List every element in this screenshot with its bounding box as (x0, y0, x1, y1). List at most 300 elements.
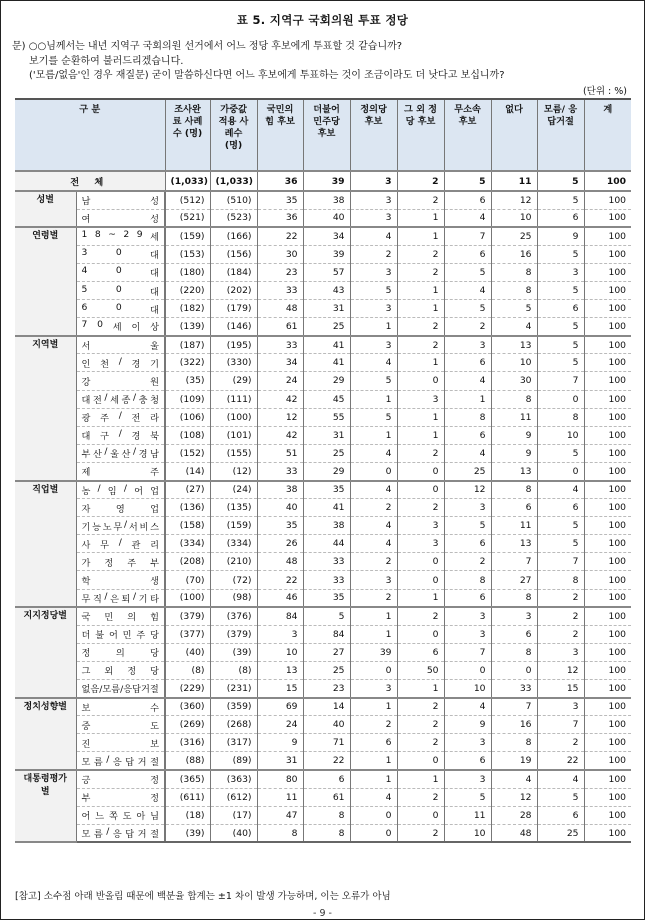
cell: 1 (350, 770, 397, 788)
row-label-text: 그 외 정 당 (81, 666, 160, 678)
table-row (15, 245, 631, 263)
cell: 35 (257, 517, 303, 535)
cell: 100 (584, 336, 631, 354)
cell: 42 (257, 390, 303, 408)
row-label-text: 광 주 / 전 라 (81, 410, 159, 425)
cell: 5 (537, 191, 584, 209)
cell: 10 (491, 354, 537, 372)
cell: (334) (210, 535, 257, 553)
cell: 25 (537, 824, 584, 842)
cell: (8) (165, 661, 210, 679)
header-dont-know: 모름/ 응답거절 (537, 99, 584, 171)
cell: 7 (444, 227, 491, 245)
cell: 41 (303, 499, 350, 517)
cell: (1,033) (210, 171, 257, 191)
row-label (76, 625, 165, 643)
cell: 100 (584, 661, 631, 679)
cell: 6 (444, 752, 491, 770)
cell: 3 (257, 625, 303, 643)
cell: 10 (537, 426, 584, 444)
cell: 16 (491, 716, 537, 734)
cell: (39) (210, 643, 257, 661)
cell: 26 (257, 535, 303, 553)
group-label: 지지정당별 (15, 607, 76, 697)
cell: 55 (303, 408, 350, 426)
table-row (15, 499, 631, 517)
cell: (40) (165, 643, 210, 661)
cell: 3 (350, 191, 397, 209)
cell: 34 (257, 354, 303, 372)
cell: 27 (303, 643, 350, 661)
row-label (76, 462, 165, 480)
row-label (76, 517, 165, 535)
cell: 61 (303, 788, 350, 806)
row-label (76, 245, 165, 263)
cell: 6 (444, 535, 491, 553)
table-row (15, 770, 631, 788)
cell: 61 (257, 318, 303, 336)
row-label-text: 7 0 세 이 상 (81, 319, 160, 334)
row-label (76, 263, 165, 281)
cell: 8 (491, 734, 537, 752)
cell: (100) (210, 408, 257, 426)
cell: (40) (210, 824, 257, 842)
row-label (76, 806, 165, 824)
cell: 8 (491, 481, 537, 499)
cell: (210) (210, 553, 257, 571)
cell: 40 (303, 209, 350, 227)
cell: 13 (491, 535, 537, 553)
cell: 1 (397, 209, 444, 227)
cell: (363) (210, 770, 257, 788)
cell: (187) (165, 336, 210, 354)
cell: (35) (165, 372, 210, 390)
cell: 3 (491, 607, 537, 625)
row-label-text: 긍 정 (81, 775, 160, 787)
cell: 36 (257, 209, 303, 227)
row-label-text: 남 성 (81, 196, 160, 208)
cell: 4 (444, 209, 491, 227)
cell: 6 (350, 734, 397, 752)
row-label-text: 부 산 / 울 산 / 경 남 (81, 446, 159, 461)
cell: (24) (210, 481, 257, 499)
table-row (15, 209, 631, 227)
cell: (379) (165, 607, 210, 625)
cell: 12 (257, 408, 303, 426)
cell: 3 (444, 336, 491, 354)
cell: 46 (257, 589, 303, 607)
cell: 23 (303, 680, 350, 698)
cell: 33 (257, 281, 303, 299)
cell: 7 (537, 372, 584, 390)
table-row (15, 462, 631, 480)
cell: 0 (350, 462, 397, 480)
cell: (89) (210, 752, 257, 770)
row-label (76, 824, 165, 842)
row-label-text: 4 0 대 (81, 265, 160, 280)
cell: (376) (210, 607, 257, 625)
cell: 24 (257, 372, 303, 390)
cell: 5 (537, 517, 584, 535)
table-row (15, 553, 631, 571)
cell: 4 (350, 788, 397, 806)
row-label-text: 자 영 업 (81, 503, 160, 515)
cell: 100 (584, 589, 631, 607)
cell: 1 (350, 625, 397, 643)
group-label: 연령별 (15, 227, 76, 336)
row-label (76, 426, 165, 444)
row-label-text: 무 직 / 은 퇴 / 기 타 (81, 590, 159, 605)
cell: (98) (210, 589, 257, 607)
cell: 10 (491, 209, 537, 227)
cell: 29 (303, 462, 350, 480)
cell: 100 (584, 372, 631, 390)
row-label (76, 209, 165, 227)
cell: 2 (537, 589, 584, 607)
cell: 2 (350, 716, 397, 734)
header-category: 구 분 (15, 99, 165, 171)
cell: (139) (165, 318, 210, 336)
cell: 100 (584, 535, 631, 553)
cell: 8 (491, 643, 537, 661)
table-row (15, 300, 631, 318)
cell: 0 (491, 661, 537, 679)
cell: (180) (165, 263, 210, 281)
total-label: 전 체 (15, 171, 165, 191)
cell: 3 (350, 571, 397, 589)
cell: 13 (257, 661, 303, 679)
cell: (268) (210, 716, 257, 734)
cell: (70) (165, 571, 210, 589)
cell: 3 (350, 171, 397, 191)
header-ppp: 국민의힘 후보 (257, 99, 303, 171)
cell: 6 (397, 643, 444, 661)
row-label (76, 553, 165, 571)
cell: (377) (165, 625, 210, 643)
table-row (15, 354, 631, 372)
table-row (15, 716, 631, 734)
cell: 6 (444, 589, 491, 607)
cell: 100 (584, 770, 631, 788)
cell: (334) (165, 535, 210, 553)
cell: 30 (491, 372, 537, 390)
cell: 3 (444, 625, 491, 643)
cell: (8) (210, 661, 257, 679)
cell: 2 (397, 788, 444, 806)
cell: 8 (444, 408, 491, 426)
cell: 9 (491, 426, 537, 444)
cell: 8 (537, 571, 584, 589)
cell: (166) (210, 227, 257, 245)
cell: (365) (165, 770, 210, 788)
cell: 7 (444, 643, 491, 661)
cell: 100 (584, 354, 631, 372)
cell: 12 (444, 481, 491, 499)
cell: 100 (584, 426, 631, 444)
row-label-text: 서 울 (81, 341, 160, 353)
table-row (15, 372, 631, 390)
cell: 4 (444, 281, 491, 299)
table-row (15, 680, 631, 698)
cell: 38 (303, 517, 350, 535)
cell: 7 (537, 716, 584, 734)
cell: (27) (165, 481, 210, 499)
row-label (76, 770, 165, 788)
cell: 13 (491, 462, 537, 480)
cell: 35 (257, 191, 303, 209)
cell: 5 (350, 281, 397, 299)
cell: 8 (491, 390, 537, 408)
group-label: 지역별 (15, 336, 76, 481)
cell: 41 (303, 354, 350, 372)
cell: 7 (491, 553, 537, 571)
cell: (100) (165, 589, 210, 607)
cell: 4 (444, 372, 491, 390)
cell: 43 (303, 281, 350, 299)
cell: 1 (397, 227, 444, 245)
cell: 4 (537, 770, 584, 788)
header-none: 없다 (491, 99, 537, 171)
cell: 6 (537, 499, 584, 517)
cell: 8 (491, 281, 537, 299)
cell: 3 (350, 209, 397, 227)
cell: (359) (210, 698, 257, 716)
cell: 100 (584, 245, 631, 263)
cell: 48 (257, 300, 303, 318)
cell: 50 (397, 661, 444, 679)
cell: 10 (257, 643, 303, 661)
cell: 2 (397, 824, 444, 842)
cell: 51 (257, 444, 303, 462)
cell: 4 (444, 698, 491, 716)
cell: 29 (303, 372, 350, 390)
row-label (76, 336, 165, 354)
cell: 5 (350, 408, 397, 426)
cell: 4 (350, 517, 397, 535)
cell: 9 (257, 734, 303, 752)
cell: (136) (165, 499, 210, 517)
row-label (76, 734, 165, 752)
cell: 44 (303, 535, 350, 553)
cell: 2 (397, 444, 444, 462)
table-row (15, 408, 631, 426)
cell: 100 (584, 680, 631, 698)
cell: (135) (210, 499, 257, 517)
row-label (76, 643, 165, 661)
cell: 2 (350, 245, 397, 263)
cell: 5 (537, 281, 584, 299)
cell: 25 (303, 318, 350, 336)
cell: 2 (397, 716, 444, 734)
cell: 1 (397, 354, 444, 372)
cell: 11 (491, 408, 537, 426)
table-row (15, 426, 631, 444)
cell: 100 (584, 191, 631, 209)
cell: 34 (303, 227, 350, 245)
cell: 1 (397, 300, 444, 318)
row-label (76, 661, 165, 679)
cell: 33 (491, 680, 537, 698)
row-label (76, 300, 165, 318)
table-row (15, 318, 631, 336)
table-row (15, 336, 631, 354)
row-label (76, 698, 165, 716)
cell: 22 (303, 752, 350, 770)
cell: 33 (303, 571, 350, 589)
table-row (15, 444, 631, 462)
cell: (146) (210, 318, 257, 336)
cell: 16 (491, 245, 537, 263)
cell: 8 (303, 806, 350, 824)
cell: 1 (397, 680, 444, 698)
cell: 100 (584, 824, 631, 842)
question-line-1: 문) ○○님께서는 내년 지역구 국회의원 선거에서 어느 정당 후보에게 투표할 것 같습니까? (12, 41, 403, 52)
cell: (523) (210, 209, 257, 227)
header-completed-cases: 조사완료 사례수 (명) (165, 99, 210, 171)
cell: 5 (491, 300, 537, 318)
cell: 3 (537, 263, 584, 281)
cell: (156) (210, 245, 257, 263)
cell: 8 (537, 408, 584, 426)
cell: (109) (165, 390, 210, 408)
cell: 100 (584, 517, 631, 535)
cell: (316) (165, 734, 210, 752)
row-label: 없음/모름/응답거절 (76, 680, 165, 698)
row-label-text: 1 8 ~ 2 9 세 (81, 229, 159, 244)
row-label-text: 기 능 노 무 / 서 비 스 (81, 518, 159, 533)
footnote: [참고] 소수점 아래 반올림 때문에 백분율 합계는 ±1 차이 발생 가능하며, 이는 오류가 아님 (15, 891, 391, 902)
cell: (179) (210, 300, 257, 318)
row-label (76, 191, 165, 209)
cell: 2 (397, 336, 444, 354)
header-total: 계 (584, 99, 631, 171)
cell: 1 (350, 752, 397, 770)
cell: 100 (584, 209, 631, 227)
cell: (158) (165, 517, 210, 535)
cell: 10 (444, 680, 491, 698)
cell: 100 (584, 607, 631, 625)
cell: (72) (210, 571, 257, 589)
cell: 100 (584, 734, 631, 752)
cell: 1 (350, 698, 397, 716)
question-line-3: ('모름/없음'인 경우 재질문) 굳이 말씀하신다면 어느 후보에게 투표하는 것이 조금이라도 더 낫다고 보십니까? (29, 70, 505, 81)
cell: (152) (165, 444, 210, 462)
cell: 6 (444, 426, 491, 444)
cell: 4 (491, 318, 537, 336)
table-row (15, 390, 631, 408)
cell: 3 (397, 517, 444, 535)
cell: 33 (257, 336, 303, 354)
cell: 6 (537, 806, 584, 824)
cell: 9 (444, 716, 491, 734)
cell: 0 (397, 571, 444, 589)
table-row (15, 263, 631, 281)
cell: 100 (584, 171, 631, 191)
header-other-party: 그 외 정당 후보 (397, 99, 444, 171)
cell: 100 (584, 300, 631, 318)
cell: 100 (584, 643, 631, 661)
header-justice: 정의당 후보 (350, 99, 397, 171)
cell: (14) (165, 462, 210, 480)
table-row (15, 661, 631, 679)
cell: 5 (444, 300, 491, 318)
cell: 39 (350, 643, 397, 661)
cell: 13 (491, 336, 537, 354)
cell: 12 (491, 788, 537, 806)
cell: (612) (210, 788, 257, 806)
cell: 1 (397, 589, 444, 607)
cell: 47 (257, 806, 303, 824)
cell: 100 (584, 227, 631, 245)
cell: 100 (584, 481, 631, 499)
cell: 84 (303, 625, 350, 643)
cell: 80 (257, 770, 303, 788)
survey-question (12, 40, 505, 84)
cell: 8 (491, 263, 537, 281)
cell: 8 (491, 589, 537, 607)
row-label-text: 6 0 대 (81, 301, 160, 316)
cell: 3 (444, 734, 491, 752)
cell: 100 (584, 408, 631, 426)
cell: 57 (303, 263, 350, 281)
cell: 2 (397, 607, 444, 625)
cell: (208) (165, 553, 210, 571)
cell: 2 (350, 589, 397, 607)
cell: 1 (350, 390, 397, 408)
cell: 100 (584, 318, 631, 336)
cell: 100 (584, 263, 631, 281)
table-row (15, 191, 631, 209)
cell: 100 (584, 444, 631, 462)
row-label-text: 사 무 / 관 리 (81, 536, 159, 551)
cell: (39) (165, 824, 210, 842)
cell: 100 (584, 462, 631, 480)
cell: 2 (397, 318, 444, 336)
row-label (76, 607, 165, 625)
table-row (15, 788, 631, 806)
cell: 1 (397, 281, 444, 299)
table-row (15, 589, 631, 607)
row-label (76, 227, 165, 245)
cell: 2 (397, 734, 444, 752)
row-label-text: 제 주 (81, 467, 160, 479)
cell: 5 (537, 245, 584, 263)
cell: (12) (210, 462, 257, 480)
row-label (76, 354, 165, 372)
row-label-text: 농 / 임 / 어 업 (81, 482, 159, 497)
row-label (76, 499, 165, 517)
cell: 22 (537, 752, 584, 770)
cell: 3 (397, 535, 444, 553)
row-label-text: 대 구 / 경 북 (81, 428, 159, 443)
cell: 41 (303, 336, 350, 354)
cell: 7 (537, 553, 584, 571)
cell: 100 (584, 390, 631, 408)
cell: 2 (350, 499, 397, 517)
row-label-text: 어 느 쪽 도 아 님 (81, 811, 159, 823)
cell: 10 (444, 824, 491, 842)
cell: (153) (165, 245, 210, 263)
cell: 1 (397, 426, 444, 444)
row-label-text: 모 름 / 응 답 거 절 (81, 826, 159, 841)
cell: 0 (537, 462, 584, 480)
row-label-text: 정 의 당 (81, 648, 160, 660)
question-prefix: 문) (12, 41, 26, 52)
cell: 3 (350, 300, 397, 318)
cell: (512) (165, 191, 210, 209)
results-table (15, 98, 631, 843)
cell: 5 (537, 354, 584, 372)
